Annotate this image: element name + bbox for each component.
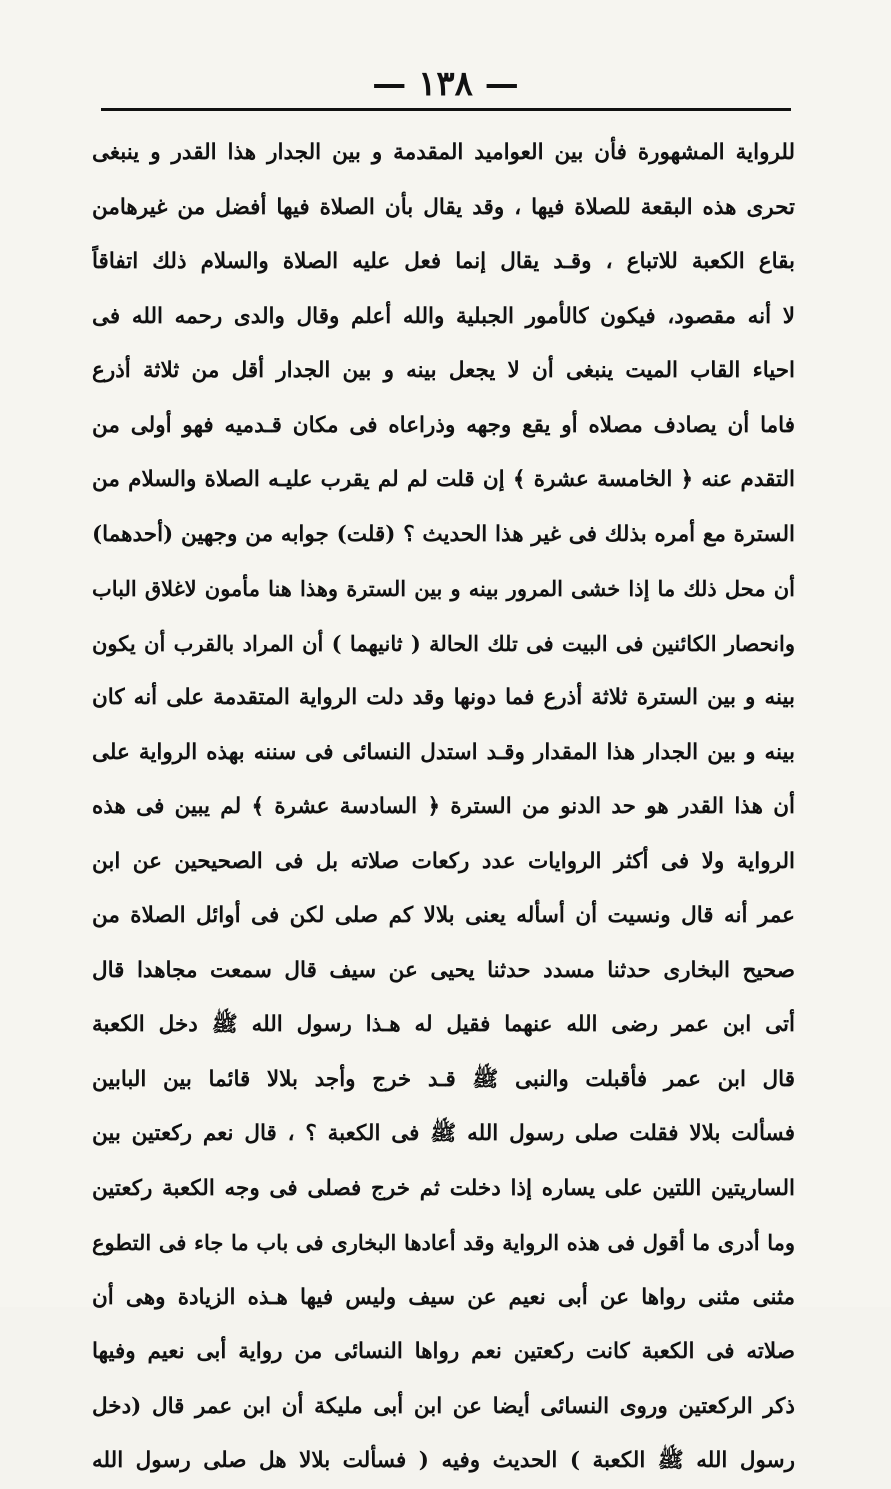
- header-rule: [101, 108, 791, 111]
- text-line: احياء القاب الميت ينبغى أن لا يجعل بينه و بين الجدار أقل من ثلاثة أذرع: [92, 358, 795, 383]
- text-line: بينه و بين السترة ثلاثة أذرع فما دونها وقد دلت الرواية المتقدمة على أنه كان: [92, 685, 795, 710]
- text-line: مثنى مثنى رواها عن أبى نعيم عن سيف وليس فيها هـذه الزيادة وهى أن: [92, 1284, 795, 1310]
- text-line: التقدم عنه ﴿ الخامسة عشرة ﴾ إن قلت لم لم يقرب عليـه الصلاة والسلام من: [92, 467, 795, 492]
- text-line: لا أنه مقصود، فيكون كالأمور الجبلية والله أعلم وقال والدى رحمه الله فى: [92, 303, 795, 329]
- text-line: وانحصار الكائنين فى البيت فى تلك الحالة ( ثانيهما ) أن المراد بالقرب أن يكون: [92, 630, 795, 656]
- text-line: صحيح البخارى حدثنا مسدد حدثنا يحيى عن سيف قال سمعت مجاهدا قال: [92, 957, 795, 983]
- page-number: — ١٣٨ —: [372, 64, 519, 104]
- text-line: قال ابن عمر فأقبلت والنبى ﷺ قـد خرج وأجد بلالا قائما بين البابين: [92, 1066, 795, 1092]
- text-line: الرواية ولا فى أكثر الروايات عدد ركعات صلاته بل فى الصحيحين عن ابن: [92, 848, 795, 874]
- text-line: أن هذا القدر هو حد الدنو من السترة ﴿ السادسة عشرة ﴾ لم يبين فى هذه: [92, 794, 795, 819]
- text-line: الساريتين اللتين على يساره إذا دخلت ثم خرج فصلى فى وجه الكعبة ركعتين: [92, 1175, 795, 1201]
- text-line: تحرى هذه البقعة للصلاة فيها ، وقد يقال بأن الصلاة فيها أفضل من غيرهامن: [92, 194, 795, 220]
- text-line: وما أدرى ما أقول فى هذه الرواية وقد أعادها البخارى فى باب ما جاء فى التطوع: [92, 1230, 795, 1255]
- text-line: ذكر الركعتين وروى النسائى أيضا عن ابن أبى مليكة أن ابن عمر قال (دخل: [92, 1393, 795, 1419]
- text-line: رسول الله ﷺ الكعبة ) الحديث وفيه ( فسألت بلالا هل صلى رسول الله: [92, 1448, 795, 1473]
- text-line: أتى ابن عمر رضى الله عنهما فقيل له هـذا رسول الله ﷺ دخل الكعبة: [92, 1012, 795, 1037]
- text-line: بينه و بين الجدار هذا المقدار وقـد استدل النسائى فى سننه بهذه الرواية على: [92, 739, 795, 765]
- page-body: [92, 126, 795, 1489]
- text-line: فسألت بلالا فقلت صلى رسول الله ﷺ فى الكعبة ؟ ، قال نعم ركعتين بين: [92, 1121, 795, 1146]
- text-line: للرواية المشهورة فأن بين العواميد المقدمة و بين الجدار هذا القدر و ينبغى: [92, 140, 795, 165]
- text-line: أن محل ذلك ما إذا خشى المرور بينه و بين السترة وهذا هنا مأمون لاغلاق الباب: [92, 576, 795, 601]
- text-line: صلاته فى الكعبة كانت ركعتين نعم رواها النسائى من رواية أبى نعيم وفيها: [92, 1339, 795, 1364]
- text-line: بقاع الكعبة للاتباع ، وقـد يقال إنما فعل عليه الصلاة والسلام ذلك اتفاقاً: [92, 249, 795, 274]
- text-line: السترة مع أمره بذلك فى غير هذا الحديث ؟ (قلت) جوابه من وجهين (أحدهما): [92, 521, 795, 547]
- text-line: عمر أنه قال ونسيت أن أسأله يعنى بلالا كم صلى لكن فى أوائل الصلاة من: [92, 903, 795, 928]
- text-line: فاما أن يصادف مصلاه أو يقع وجهه وذراعاه فى مكان قـدميه فهو أولى من: [92, 412, 795, 438]
